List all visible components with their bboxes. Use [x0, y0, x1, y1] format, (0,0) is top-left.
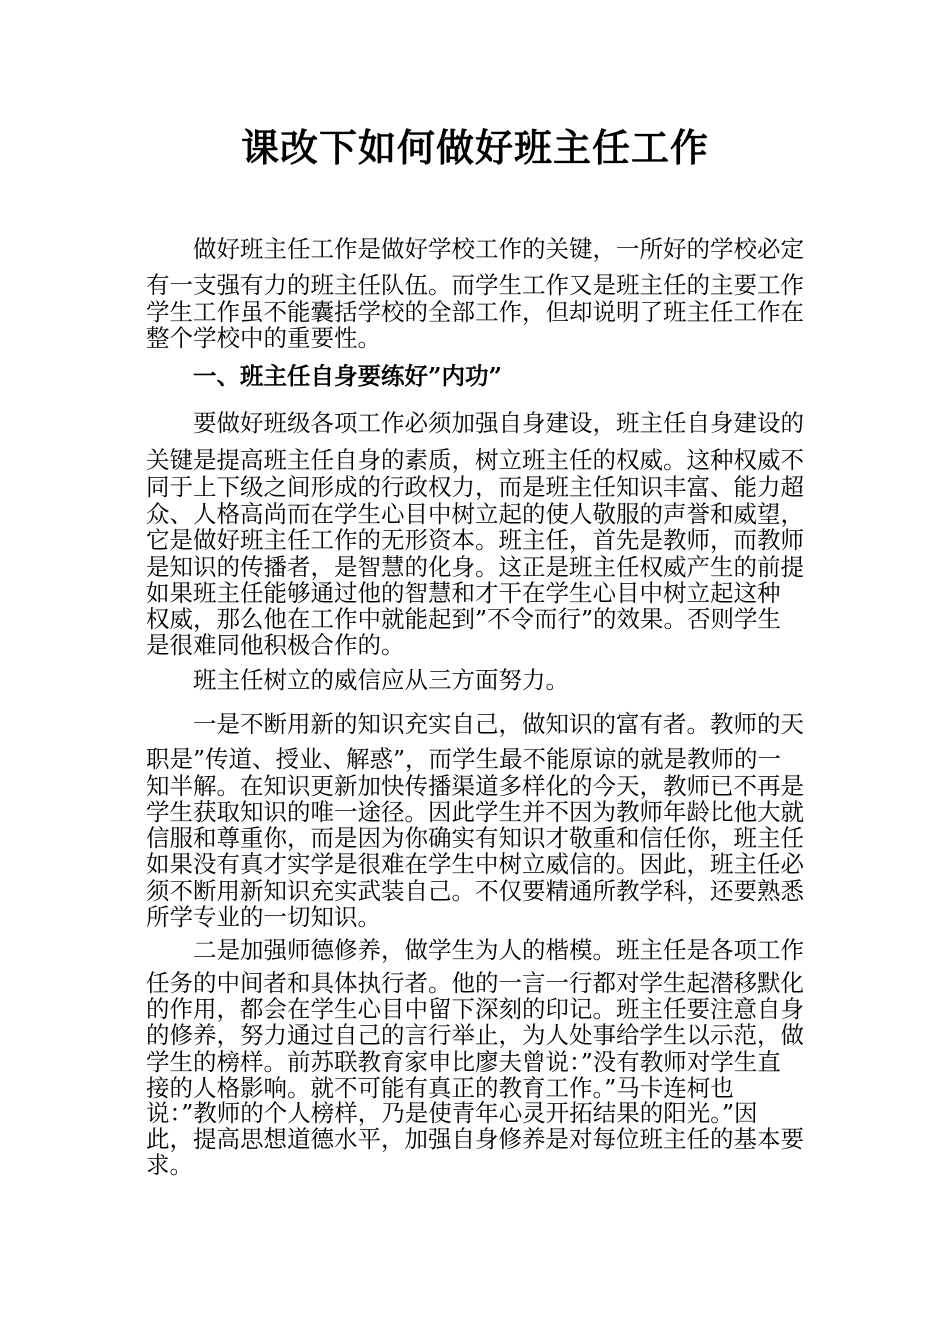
text-line: 做好班主任工作是做好学校工作的关键，一所好的学校必定 [193, 235, 804, 263]
document-title: 课改下如何做好班主任工作 [240, 125, 709, 170]
text-line: 如果没有真才实学是很难在学生中树立威信的。因此，班主任必 [146, 850, 804, 878]
text-line: 知半解。在知识更新加快传播渠道多样化的今天，教师已不再是 [146, 772, 804, 800]
text-line: 一是不断用新的知识充实自己，做知识的富有者。教师的天 [193, 710, 804, 738]
text-line: 整个学校中的重要性。 [146, 324, 381, 352]
text-line: 此，提高思想道德水平，加强自身修养是对每位班主任的基本要 [146, 1125, 804, 1153]
text-line: 信服和尊重你，而是因为你确实有知识才敬重和信任你，班主任 [146, 824, 804, 852]
text-line: 二是加强师德修养，做学生为人的楷模。班主任是各项工作 [193, 936, 804, 964]
text-line: 求。 [146, 1151, 193, 1179]
text-line: 是很难同他积极合作的。 [146, 631, 405, 659]
text-line: 要做好班级各项工作必须加强自身建设，班主任自身建设的 [193, 409, 804, 437]
text-line: 的修养，努力通过自己的言行举止，为人处事给学生以示范，做 [146, 1021, 804, 1049]
text-line: 所学专业的一切知识。 [146, 903, 381, 931]
text-line: 说：”教师的个人榜样，乃是使青年心灵开拓结果的阳光。”因 [146, 1099, 758, 1127]
text-line: 学生工作虽不能囊括学校的全部工作，但却说明了班主任工作在 [146, 298, 804, 326]
text-line: 的作用，都会在学生心目中留下深刻的印记。班主任要注意自身 [146, 995, 804, 1023]
text-line: 同于上下级之间形成的行政权力，而是班主任知识丰富、能力超 [146, 473, 804, 501]
text-line: 是知识的传播者，是智慧的化身。这正是班主任权威产生的前提 [146, 553, 804, 581]
text-line: 须不断用新知识充实武装自己。不仅要精通所教学科，还要熟悉 [146, 877, 804, 905]
section-heading: 一、班主任自身要练好”内功” [193, 362, 503, 390]
text-line: 任务的中间者和具体执行者。他的一言一行都对学生起潜移默化 [146, 969, 804, 997]
text-line: 它是做好班主任工作的无形资本。班主任，首先是教师，而教师 [146, 526, 804, 554]
text-line: 职是”传道、授业、解惑”，而学生最不能原谅的就是教师的一 [146, 745, 782, 773]
text-line: 众、人格高尚而在学生心目中树立起的使人敬服的声誉和威望， [146, 500, 804, 528]
text-line: 如果班主任能够通过他的智慧和才干在学生心目中树立起这种 [146, 579, 781, 607]
text-line: 接的人格影响。就不可能有真正的教育工作。”马卡连柯也 [146, 1074, 734, 1102]
text-line: 关键是提高班主任自身的素质，树立班主任的权威。这种权威不 [146, 446, 804, 474]
text-line: 学生获取知识的唯一途径。因此学生并不因为教师年龄比他大就 [146, 798, 804, 826]
text-line: 学生的榜样。前苏联教育家申比廖夫曾说：”没有教师对学生直 [146, 1048, 781, 1076]
text-line: 权威，那么他在工作中就能起到”不令而行”的效果。否则学生 [146, 605, 782, 633]
text-line: 有一支强有力的班主任队伍。而学生工作又是班主任的主要工作 [146, 271, 804, 299]
text-line: 班主任树立的威信应从三方面努力。 [193, 666, 569, 694]
